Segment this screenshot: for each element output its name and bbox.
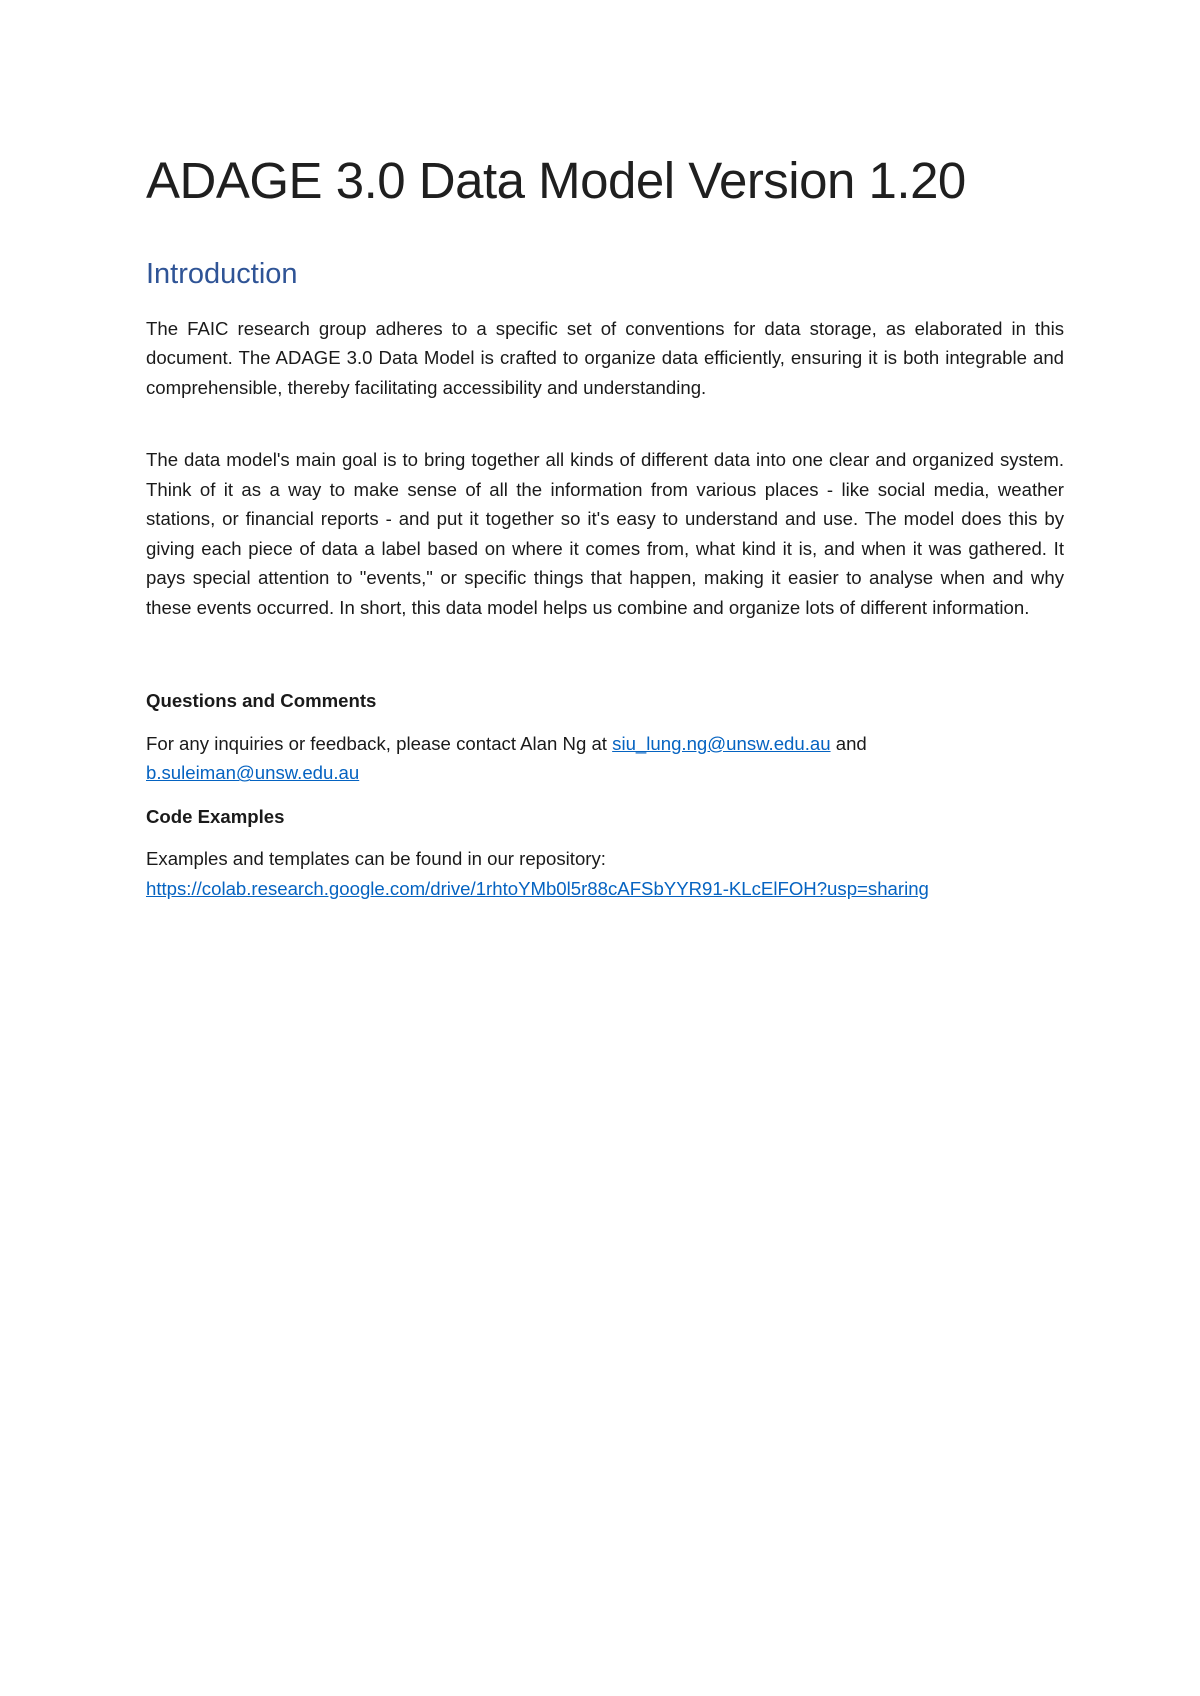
introduction-paragraph-1: The FAIC research group adheres to a specific set of conventions for data storage, as elaborated in this document. The ADAGE 3.0 Data Model is crafted to organize data efficiently, ensuring it is both integrable and comprehensible, thereby facilitating accessibility and understanding.	[146, 317, 1064, 398]
email-link-suleiman[interactable]: b.suleiman@unsw.edu.au	[146, 762, 360, 784]
questions-heading: Questions and Comments	[146, 690, 377, 712]
email-link-alan[interactable]: siu_lung.ng@unsw.edu.au	[612, 732, 831, 754]
repository-link[interactable]: https://colab.research.google.com/drive/1rhtoYMb0l5r88cAFSbYYR91-KLcElFOH?usp=sharing	[146, 877, 929, 899]
introduction-paragraph-2: The data model's main goal is to bring together all kinds of different data into one clear and organized system. Think of it as a way to make sense of all the information from various places - like social media, weather stations, or financial reports - and put it together so it's easy to understand and use. The model does this by giving each piece of data a label based on where it comes from, what kind it is, and when it was gathered. It pays special attention to "events," or specific things that happen, making it easier to analyse when and why these events occurred. In short, this data model helps us combine and organize lots of different information.	[146, 449, 1064, 618]
contact-text-before: For any inquiries or feedback, please contact Alan Ng at	[146, 732, 613, 754]
code-examples-paragraph	[146, 844, 1064, 903]
contact-text-between: and	[830, 732, 867, 754]
introduction-heading: Introduction	[146, 258, 298, 291]
document-title: ADAGE 3.0 Data Model Version 1.20	[146, 152, 966, 209]
contact-paragraph	[146, 729, 1064, 788]
code-examples-text: Examples and templates can be found in our repository:	[146, 848, 606, 870]
document-page	[146, 150, 1064, 903]
code-examples-heading: Code Examples	[146, 805, 285, 827]
